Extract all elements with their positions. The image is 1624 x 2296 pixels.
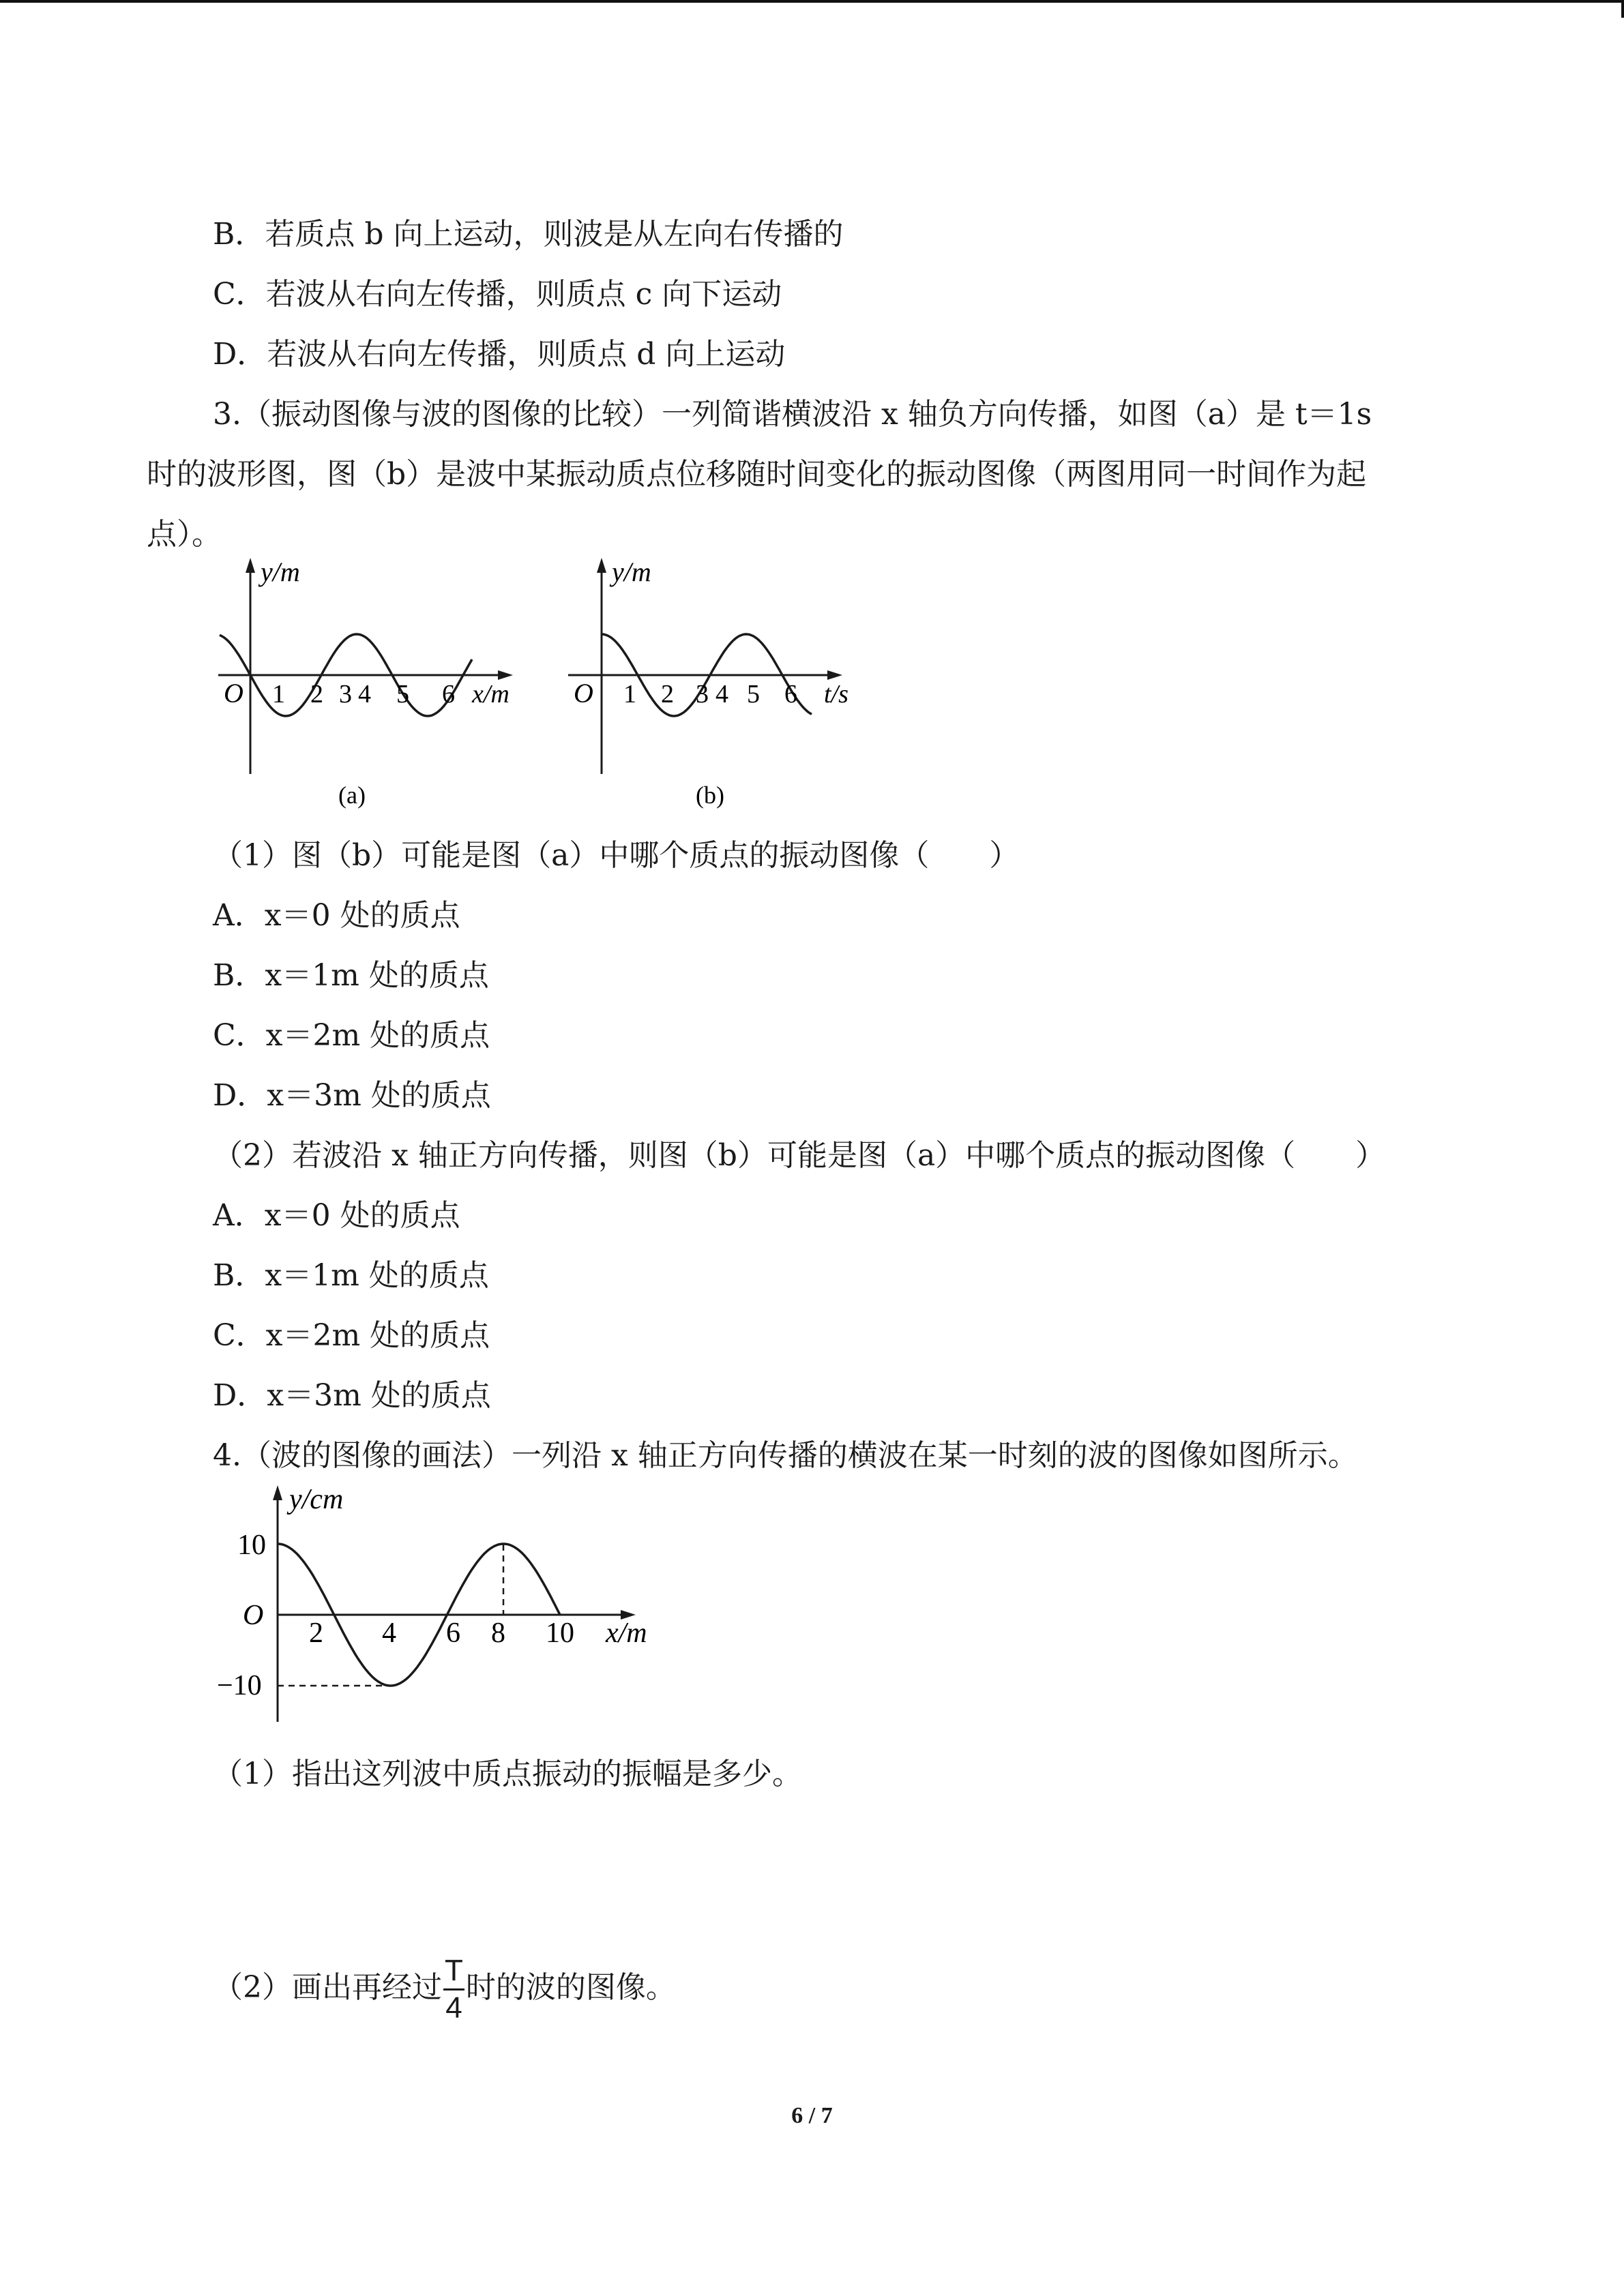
q4-stem: 4.（波的图像的画法）一列沿 x 轴正方向传播的横波在某一时刻的波的图像如图所示。 [213,1438,1358,1473]
fig-q4-y-arrow [273,1485,282,1500]
fig-q4-x-tick-2: 2 [309,1617,323,1649]
fig-a-tick-4: 4 [358,680,371,709]
fig-b-x-label: t/s [824,680,848,709]
fig-b-tick-3: 3 [696,680,709,709]
fig-b-tick-2: 2 [661,680,674,709]
wave-figure-a [205,552,546,818]
fraction-numerator: T [443,1956,464,1991]
q4-sub2-prefix: （2）画出再经过 [213,1970,442,2005]
q3-sub2-question: （2）若波沿 x 轴正方向传播，则图（b）可能是图（a）中哪个质点的振动图像（ ） [213,1138,1386,1173]
fig-a-origin: O [224,678,243,709]
fig-q4-x-tick-4: 4 [382,1617,396,1649]
fig-q4-x-tick-10: 10 [546,1617,574,1649]
fig-a-tick-3: 3 [339,680,352,709]
fig-q4-origin: O [243,1600,264,1631]
fig-a-caption: (a) [338,781,366,809]
fig-b-origin: O [574,678,593,709]
q3-stem-line3: 点）。 [147,517,222,552]
q3-stem-line2: 时的波形图，图（b）是波中某振动质点位移随时间变化的振动图像（两图用同一时间作为起 [147,457,1367,492]
q3-stem-line1: 3.（振动图像与波的图像的比较）一列简谐横波沿 x 轴负方向传播，如图（a）是 t＝1s [213,397,1372,432]
q4-sub2-suffix: 时的波的图像。 [465,1970,676,2005]
fig-b-tick-6: 6 [784,680,797,709]
fig-q4-x-tick-6: 6 [446,1617,460,1649]
fig-b-caption: (b) [696,781,724,809]
fig-a-tick-6: 6 [442,680,455,709]
fig-q4-x-label: x/m [606,1617,647,1649]
q2-option-b: B．若质点 b 向上运动，则波是从左向右传播的 [213,217,844,252]
fig-b-x-arrow [827,670,842,680]
q3-sub2-option-b: B．x＝1m 处的质点 [213,1258,489,1293]
fig-a-x-label: x/m [472,680,510,709]
fig-b-y-label: y/m [612,556,651,587]
q3-sub2-option-a: A．x＝0 处的质点 [213,1198,460,1233]
q3-sub2-option-c: C．x＝2m 处的质点 [213,1318,490,1353]
fig-a-tick-1: 1 [272,680,285,709]
page-corner-mark [1621,0,1624,18]
fig-b-tick-1: 1 [623,680,636,709]
fig-a-y-arrow [246,558,255,573]
fig-a-x-arrow [498,670,513,680]
q3-sub1-option-b: B．x＝1m 处的质点 [213,958,489,993]
q2-option-d: D．若波从右向左传播，则质点 d 向上运动 [213,337,786,372]
fig-q4-x-tick-8: 8 [491,1617,505,1649]
fig-q4-y-tick-neg10: −10 [217,1670,262,1701]
fig-b-tick-4: 4 [715,680,728,709]
q3-sub2-option-d: D．x＝3m 处的质点 [213,1378,491,1413]
q3-sub1-option-c: C．x＝2m 处的质点 [213,1018,490,1053]
fig-b-tick-5: 5 [747,680,760,709]
wave-figure-q4 [205,1480,682,1725]
q3-sub1-question: （1）图（b）可能是图（a）中哪个质点的振动图像（ ） [213,838,1020,873]
fig-a-tick-5: 5 [396,680,409,709]
fig-a-y-label: y/m [261,556,300,587]
fig-q4-y-tick-10: 10 [237,1530,266,1561]
q4-sub2-fraction [443,1956,464,2023]
page-number: 6 / 7 [791,2103,833,2128]
q4-sub2 [213,1956,676,2023]
fraction-denominator: 4 [445,1991,462,2025]
q3-sub1-option-d: D．x＝3m 处的质点 [213,1078,491,1113]
q4-sub1: （1）指出这列波中质点振动的振幅是多少。 [213,1757,802,1791]
wave-figure-b [556,552,870,818]
fig-a-tick-2: 2 [310,680,323,709]
q2-option-c: C．若波从右向左传播，则质点 c 向下运动 [213,277,782,312]
q3-sub1-option-a: A．x＝0 处的质点 [213,898,460,933]
fig-b-y-arrow [597,558,606,573]
fig-q4-y-label: y/cm [289,1484,344,1515]
page-top-border [0,0,1624,3]
